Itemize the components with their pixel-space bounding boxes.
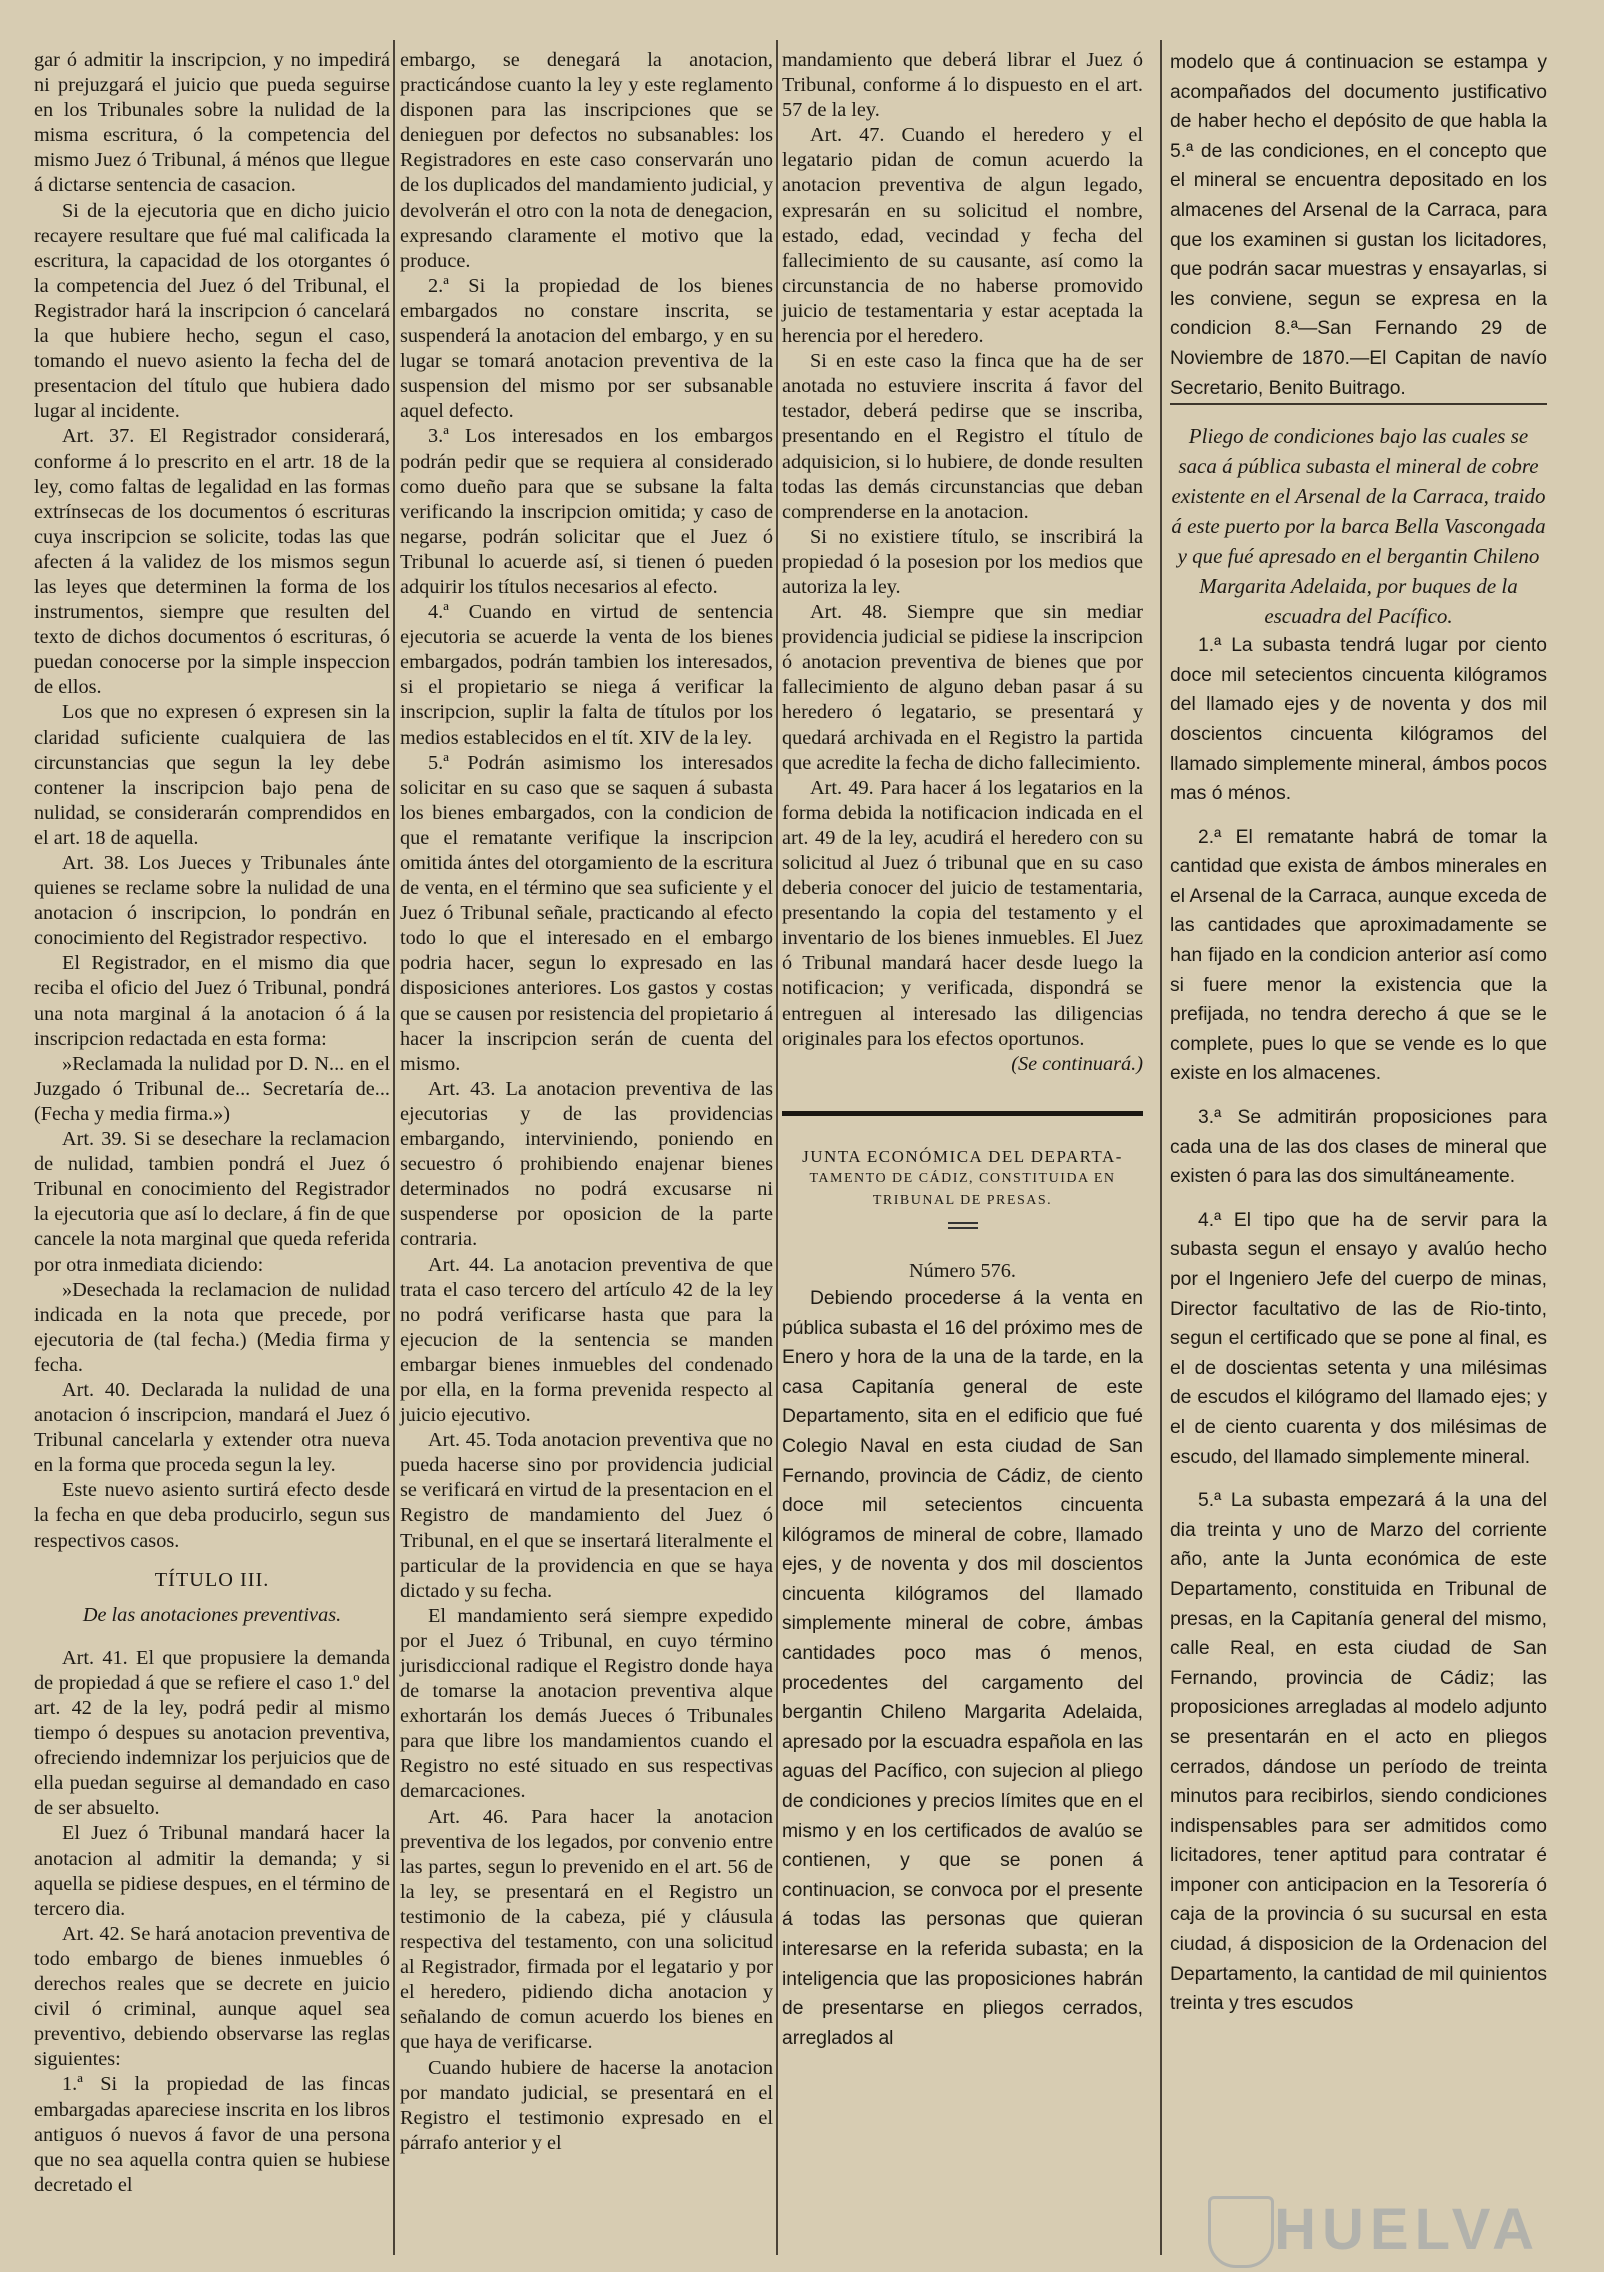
notice-number: Número 576.	[908, 1259, 1017, 1282]
section-title: TÍTULO III.	[154, 1568, 270, 1591]
condition-item: 2.ª El rematante habrá de tomar la cantidad que exista de ámbos minerales en el Arsenal de la Carraca, aunque exceda de las cantidades que aproximadamente se han fijado en la condicion anterior así como si fuere menor la existencia que la prefijada, no tendra derecho á que se le complete, pues lo que se vende es lo que existe en los almacenes.	[1170, 826, 1547, 1085]
column-rule	[1160, 40, 1162, 2255]
paragraph: embargo, se denegará la anotacion, practicándose cuanto la ley y este reglamento disponen para las inscripciones que se denieguen por defectos no subsanables: los Registradores en este caso conservarán uno de los duplicados del mandamiento judicial, y devolverán el otro con la nota de denegacion, expresando claramente el motivo que la produce.	[400, 49, 773, 272]
column-3	[782, 48, 1143, 2053]
conditions-heading: Pliego de condiciones bajo las cuales se saca á pública subasta el mineral de cobre existente en el Arsenal de la Carraca, traido á este puerto por la barca Bella Vascongada y que fué apresado en el bergantin Chileno Margarita Adelaida, por buques de la escuadra del Pacífico.	[1170, 403, 1547, 631]
paragraph: Los que no expresen ó expresen sin la claridad suficiente cualquiera de las circunstancias que segun la ley debe contener la inscripcion bajo pena de nulidad, se considerarán comprendidos en el art. 18 de aquella.	[34, 701, 390, 849]
paragraph: Art. 46. Para hacer la anotacion preventiva de los legados, por convenio entre las partes, segun lo prevenido en el art. 56 de la ley, se presentará en el Registro un testimonio de la cabeza, pié y cláusula respectiva del testamento, con una solicitud al Registrador, firmada por el legatario y por el heredero, pidiendo dicha anotacion y señalando de comun acuerdo los bienes en que haya de verificarse.	[400, 1805, 773, 2054]
paragraph: Art. 44. La anotacion preventiva de que trata el caso tercero del artículo 42 de la ley no podrá verificarse hasta que para la ejecucion de la sentencia se manden embargar bienes inmuebles del condenado por ella, en la forma prevenida respecto al juicio ejecutivo.	[400, 1253, 773, 1427]
condition-item: 3.ª Se admitirán proposiciones para cada una de las dos clases de mineral que existen ó para las dos simultáneamente.	[1170, 1107, 1547, 1188]
condition-item: 5.ª La subasta empezará á la una del dia treinta y uno de Marzo del corriente año, ante la Junta económica de este Departamento, constituida en Tribunal de presas, en la Capitanía general del mismo, calle Real, en esta ciudad de San Fernando, provincia de Cádiz; las proposiciones arregladas al modelo adjunto se presentarán en el acto en pliegos cerrados, dándose un período de treinta minutos para recibirlos, siendo condiciones indispensables para ser admitidos como licitadores, tener aptitud para contratar é imponer con anticipacion en la Tesorería ó caja de la provincia ó su sucursal en esta ciudad, á disposicion de la Ordenacion del Departamento, la cantidad de mil quinientos treinta y tres escudos	[1170, 1490, 1547, 2015]
notice-heading: JUNTA ECONÓMICA DEL DEPARTA-	[802, 1146, 1123, 1166]
column-2	[400, 48, 773, 2156]
notice-body-continued: modelo que á continuacion se estampa y acompañados del documento justificativo de haber hecho el depósito de que habla la 5.ª de las condiciones, en el concepto que el mineral se encuentra depositado en los almacenes del Arsenal de la Carraca, para que los examinen si gustan los licitadores, que podrán sacar muestras y ensayarlas, si les conviene, segun se expresa en la condicion 8.ª—San Fernando 29 de Noviembre de 1870.—El Capitan de navío Secretario, Benito Buitrago.	[1170, 52, 1547, 399]
column-rule	[393, 40, 395, 2255]
section-divider	[782, 1111, 1143, 1116]
paragraph: El mandamiento será siempre expedido por el Juez ó Tribunal, en cuyo término jurisdiccional radique el Registro donde haya de tomarse la anotacion preventiva alque exhortarán los demás Jueces ó Tribunales para que libre los mandamientos cuando el Registro no esté situado en sus respectivas demarcaciones.	[400, 1604, 773, 1803]
paragraph: El Registrador, en el mismo dia que reciba el oficio del Juez ó Tribunal, pondrá una nota marginal á la anotacion ó á la inscripcion redactada en esta forma:	[34, 952, 390, 1050]
column-1	[34, 48, 390, 2198]
notice-body: Debiendo procederse á la venta en pública subasta el 16 del próximo mes de Enero y hora de la una de la tarde, en la casa Capitanía general de este Departamento, sita en el edificio que fué Colegio Naval en esta ciudad de San Fernando, provincia de Cádiz, de ciento doce mil setecientos cincuenta kilógramos de mineral de cobre, llamado ejes, y de noventa y dos mil doscientos cincuenta kilógramos del llamado simplemente mineral de cobre, ámbas cantidades poco mas ó menos, procedentes del cargamento del bergantin Chileno Margarita Adelaida, apresado por la escuadra española en las aguas del Pacífico, con sujecion al pliego de condiciones y precios límites que en el mismo y en los certificados de avalúo se contienen, y que se ponen á continuacion, se convoca por el presente á todas las personas que quieran interesarse en la referida subasta; en la inteligencia que las proposiciones habrán de presentarse en pliegos cerrados, arreglados al	[782, 1287, 1143, 2049]
paragraph: Art. 37. El Registrador considerará, conforme á lo prescrito en el artr. 18 de la ley, como faltas de legalidad en las formas extrínsecas de los documentos ó escrituras cuya inscripcion se solicite, todas las que afecten á la validez de los mismos segun las leyes que determinen la forma de los instrumentos, siempre que resulten del texto de dichos documentos ó escrituras, ó puedan conocerse por la simple inspeccion de ellos.	[34, 425, 390, 699]
paragraph: Si no existiere título, se inscribirá la propiedad ó la posesion por los medios que autoriza la ley.	[782, 525, 1143, 598]
notice-heading-line-3: TRIBUNAL DE PRESAS.	[872, 1192, 1053, 1208]
paragraph: Art. 39. Si se desechare la reclamacion de nulidad, tambien pondrá el Juez ó Tribunal en conocimiento del Registrador la ejecutoria que así lo declare, á fin de que cancele la nota marginal que queda referida por otra inmediata diciendo:	[34, 1128, 390, 1276]
column-rule	[776, 40, 778, 2255]
paragraph: gar ó admitir la inscripcion, y no impedirá ni prejuzgará el juicio que pueda seguirse en los Tribunales sobre la nulidad de la misma escritura, ó la competencia del mismo Juez ó Tribunal, á ménos que llegue á dictarse sentencia de casacion.	[34, 49, 390, 197]
notice-heading-line-2: TAMENTO DE CÁDIZ, CONSTITUIDA EN	[809, 1170, 1116, 1186]
paragraph: Este nuevo asiento surtirá efecto desde la fecha en que deba producirlo, segun sus respectivos casos.	[34, 1479, 390, 1552]
paragraph: Art. 41. El que propusiere la demanda de propiedad á que se refiere el caso 1.º del art. 42 de la ley, podrá pedir al mismo tiempo ó despues su anotacion preventiva, ofreciendo indemnizar los perjuicios que de ella puedan seguirse al demandado en caso de ser absuelto.	[34, 1646, 390, 1820]
paragraph: Art. 47. Cuando el heredero y el legatario pidan de comun acuerdo la anotacion preventiva de algun legado, expresarán en su solicitud el nombre, estado, edad, vecindad y fecha del fallecimiento de su causante, así como la circunstancia de no haberse promovido juicio de testamentaria y estar aceptada la herencia por el heredero.	[782, 124, 1143, 348]
condition-item: 4.ª El tipo que ha de servir para la subasta segun el ensayo y avalúo hecho por el Ingeniero Jefe del cuerpo de minas, Director facultativo de las de Rio-tinto, segun el certificado que se pone al final, es el de doscientas setenta y una milésimas de escudos el kilógramo del llamado ejes; y el de ciento cuarenta y dos milésimas de escudo, del llamado simplemente mineral.	[1170, 1209, 1547, 1468]
paragraph: 1.ª Si la propiedad de las fincas embargadas apareciese inscrita en los libros antiguos ó nuevos á favor de una persona que no sea aquella contra quien se hubiese decretado el	[34, 2073, 390, 2196]
paragraph: Si en este caso la finca que ha de ser anotada no estuviere inscrita á favor del testador, deberá pedirse que se inscriba, presentando en el Registro el título de adquisicion, si lo hubiere, de donde resulten todas las demás circunstancias que deban comprenderse en la anotacion.	[782, 350, 1143, 523]
paragraph: »Desechada la reclamacion de nulidad indicada en la nota que precede, por ejecutoria de (tal fecha.) (Media firma y fecha.	[34, 1278, 390, 1376]
paragraph: Art. 48. Siempre que sin mediar providencia judicial se pidiese la inscripcion ó anotacion preventiva de bienes que por fallecimiento de alguno deban pasar á su heredero ó legatario, se presentará y quedará archivada en el Registro la partida que acredite la fecha de dicho fallecimiento.	[782, 601, 1144, 774]
column-4	[1170, 48, 1547, 2033]
paragraph: 4.ª Cuando en virtud de sentencia ejecutoria se acuerde la venta de los bienes embargados, podrán tambien los interesados, si el propietario se niega á verificar la inscripcion, suplir la falta de títulos por los medios establecidos en el tít. XIV de la ley.	[400, 601, 773, 749]
paragraph: Cuando hubiere de hacerse la anotacion por mandato judicial, se presentará en el Registro el testimonio expresado en el párrafo anterior y el	[400, 2056, 773, 2154]
paragraph: Art. 49. Para hacer á los legatarios en la forma debida la notificacion indicada en el art. 49 de la ley, acudirá el heredero con su solicitud al Juez ó tribunal que en su caso deberia conocer del juicio de testamentaria, presentando la copia del testamento y el inventario de los bienes inmuebles. El Juez ó Tribunal mandará hacer desde luego la notificacion; y verificada, dispondrá se entreguen al interesado las diligencias originales para los efectos oportunos.	[782, 776, 1143, 1050]
paragraph: El Juez ó Tribunal mandará hacer la anotacion al admitir la demanda; y si aquella se pidiese despues, en el término de tercero dia.	[34, 1822, 390, 1920]
paragraph: Art. 38. Los Jueces y Tribunales ánte quienes se reclame sobre la nulidad de una anotacion ó inscripcion, lo pondrán en conocimiento del Registrador respectivo.	[34, 852, 390, 950]
section-subtitle: De las anotaciones preventivas.	[82, 1603, 342, 1626]
paragraph: 3.ª Los interesados en los embargos podrán pedir que se requiera al considerado como dueño para que se subsane la falta verificando la inscripcion omitida; y caso de negarse, podrán solicitar que el Juez ó Tribunal lo acuerde así, si tienen ó pueden adquirir los títulos necesarios al efecto.	[400, 425, 773, 598]
paragraph: »Reclamada la nulidad por D. N... en el Juzgado ó Tribunal de... Secretaría de... (Fecha y media firma.»)	[34, 1052, 390, 1125]
paragraph: mandamiento que deberá librar el Juez ó Tribunal, conforme á lo dispuesto en el art. 57 de la ley.	[782, 49, 1143, 122]
continued-note: (Se continuará.)	[1011, 1052, 1143, 1075]
condition-item: 1.ª La subasta tendrá lugar por ciento doce mil setecientos cincuenta kilógramos del llamado ejes y de noventa y dos mil doscientos cincuenta kilógramos del llamado simplemente mineral, ámbos pocos mas ó ménos.	[1170, 635, 1547, 805]
paragraph: Si de la ejecutoria que en dicho juicio recayere resultare que fué mal calificada la escritura, la capacidad de los otorgantes ó la competencia del Juez ó del Tribunal, el Registrador hará la inscripcion ó cancelará la que hubiere hecho, segun el caso, tomando el nuevo asiento la fecha del de presentacion del título que hubiera dado lugar al incidente.	[34, 199, 390, 423]
paragraph: Art. 40. Declarada la nulidad de una anotacion ó inscripcion, mandará el Juez ó Tribunal cancelarla y extender otra nueva en la forma que proceda segun la ley.	[34, 1378, 390, 1477]
paragraph: Art. 43. La anotacion preventiva de las ejecutorias y de las providencias embargando, interviniendo, poniendo en secuestro ó prohibiendo enajenar bienes determinados no podrá excusarse ni suspenderse por oposicion de la parte contraria.	[400, 1077, 773, 1251]
paragraph: Art. 42. Se hará anotacion preventiva de todo embargo de bienes inmuebles ó derechos reales que se decrete en juicio civil ó criminal, aunque aquel sea preventivo, debiendo observarse las reglas siguientes:	[34, 1922, 390, 2071]
paragraph: 2.ª Si la propiedad de los bienes embargados no constare inscrita, se suspenderá la anotacion del embargo, y en su lugar se tomará anotacion preventiva de la suspension del mismo por ser subsanable aquel defecto.	[400, 274, 773, 423]
paragraph: Art. 45. Toda anotacion preventiva que no pueda hacerse sino por providencia judicial se verificará en virtud de la presentacion en el Registro de mandamiento del Juez ó Tribunal, en el que se insertará literalmente el particular de la providencia en que se haya dictado y su fecha.	[400, 1429, 773, 1602]
paragraph: 5.ª Podrán asimismo los interesados solicitar en su caso que se saquen á subasta los bienes embargados, con la condicion de que el rematante verifique la inscripcion omitida ántes del otorgamiento de la escritura de venta, en el término que sea suficiente y el Juez ó Tribunal señale, practicando al efecto todo lo que el interesado en el embargo podria hacer, segun lo expresado en las disposiciones anteriores. Los gastos y costas que se causen por resistencia del propietario á hacer la inscripcion serán de cuenta del mismo.	[400, 751, 773, 1075]
watermark: HUELVA	[1274, 2197, 1540, 2262]
double-rule	[948, 1222, 978, 1229]
